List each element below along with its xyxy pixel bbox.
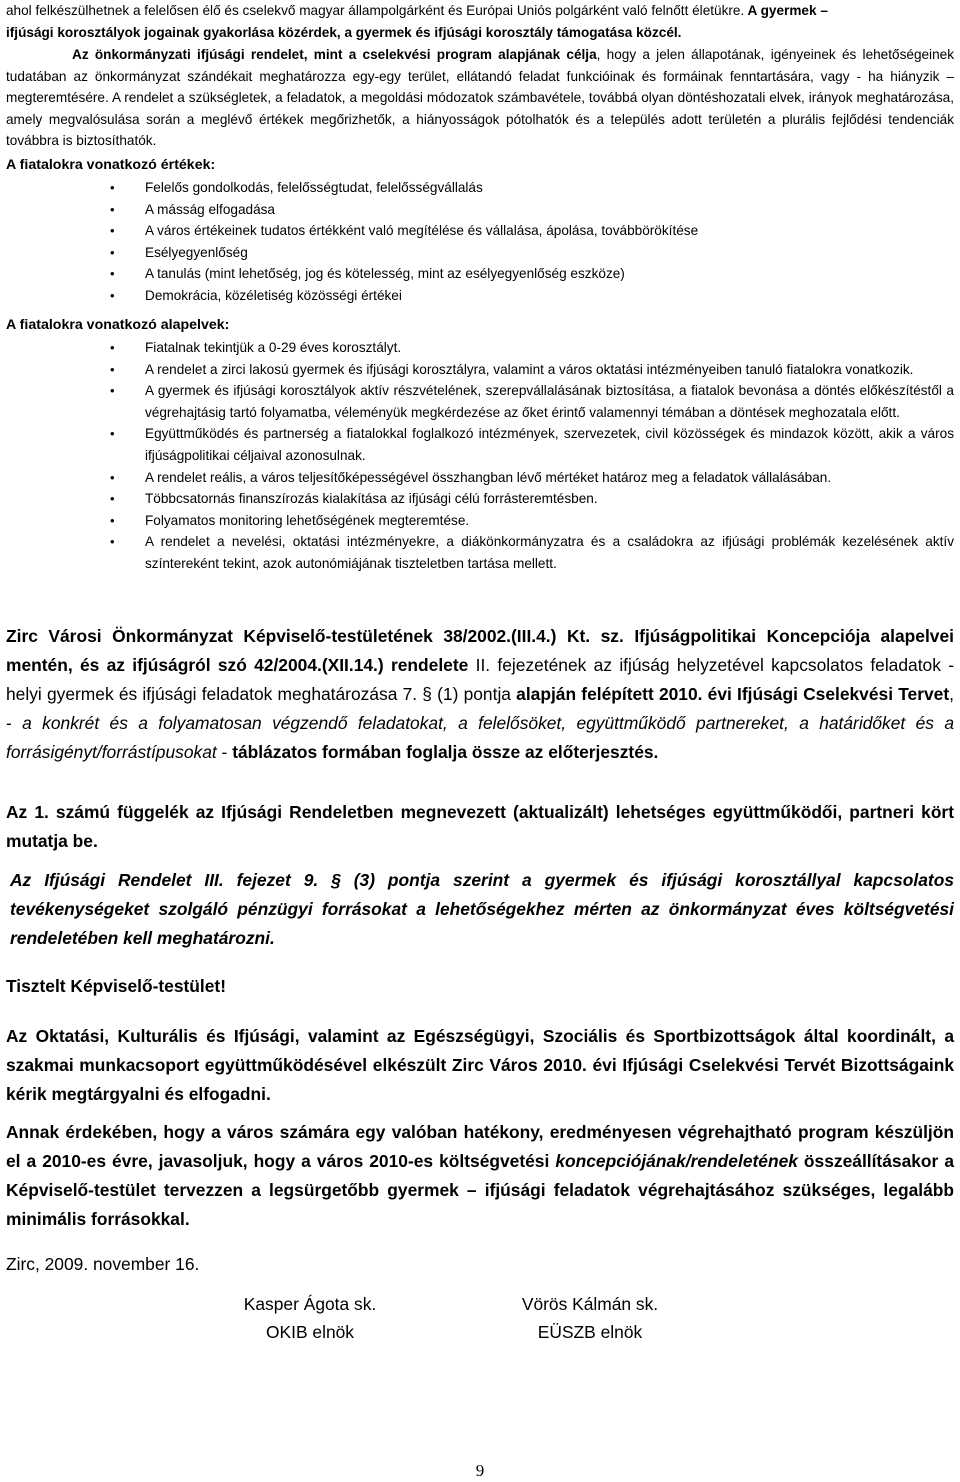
signer-role: OKIB elnök [266, 1322, 354, 1342]
action-plan-paragraph: Zirc Városi Önkormányzat Képviselő-testületének 38/2002.(III.4.) Kt. sz. Ifjúságpolitikai Koncepciója alapelvei mentén, és az ifjúságról szó 42/2004.(XII.14.) rendelete II. fejezetének az ifjúság helyzetével kapcsolatos feladatok - helyi gyermek és ifjúsági feladatok meghatározása 7. § (1) pontja alapján felépített 2010. évi Ifjúsági Cselekvési Tervet, - a konkrét és a folyamatosan végzendő feladatokat, a felelősöket, együttműködő partnereket, a határidőket és a forrásigényt/forrástípusokat - táblázatos formában foglalja össze az előterjesztés. [6, 626, 954, 762]
intro-bold-start: A gyermek – [744, 3, 828, 18]
list-item: • A rendelet a zirci lakosú gyermek és ifjúsági korosztályra, valamint a város oktatási intézményeiben tanuló fiatalokra vonatkozik. [0, 359, 960, 381]
principles-list [0, 337, 960, 575]
bullet-icon: • [110, 180, 115, 195]
values-list [0, 177, 960, 307]
list-item: • Fiatalnak tekintjük a 0-29 éves korosztályt. [0, 337, 960, 359]
signer-name: Kasper Ágota sk. [243, 1294, 377, 1314]
regulation-paragraph: Az Ifjúsági Rendelet III. fejezet 9. § (3) pontja szerint a gyermek és ifjúsági korosztállyal kapcsolatos tevékenységeket szolgáló pénzügyi forrásokat a lehetőségekhez mérten az önkormányzat éves költségvetési rendeletében kell meghatározni. [10, 870, 954, 948]
list-item: • Demokrácia, közéletiség közösségi értékei [0, 285, 960, 307]
bullet-icon: • [110, 340, 115, 355]
list-item: • Esélyegyenlőség [0, 242, 960, 264]
signer-name: Vörös Kálmán sk. [521, 1294, 659, 1314]
bullet-icon: • [110, 287, 115, 303]
signature-right [500, 1290, 680, 1346]
bullet-icon: • [110, 223, 115, 239]
list-item: • A tanulás (mint lehetőség, jog és kötelesség, mint az esélyegyenlőség eszköze) [0, 263, 960, 285]
signature-left [230, 1290, 390, 1346]
list-item: • A gyermek és ifjúsági korosztályok aktív részvételének, szerepvállalásának biztosítása, a fiatalok bevonása a döntés előkészítéstől a végrehajtásig tartó folyamatba, véleményük megkérdezése az őket érintő valamennyi témában a döntések meghozatala előtt. [0, 380, 960, 423]
bullet-icon: • [110, 361, 115, 377]
bullet-icon: • [110, 201, 115, 217]
values-heading: A fiatalokra vonatkozó értékek: [6, 157, 216, 173]
list-item: • A város értékeinek tudatos értékként való megítélése és vállalása, ápolása, továbbörökítése [0, 220, 960, 242]
principles-heading: A fiatalokra vonatkozó alapelvek: [6, 317, 230, 333]
bullet-icon: • [110, 266, 115, 282]
intro-bold-line: ifjúsági korosztályok jogainak gyakorlása közérdek, a gyermek és ifjúsági korosztály támogatása közcél. [6, 24, 682, 40]
intro-text: ahol felkészülhetnek a felelősen élő és cselekvő magyar állampolgárként és Európai Uniós polgárként való felnőtt életükre. [6, 3, 745, 18]
purpose-bold: Az önkormányzati ifjúsági rendelet, mint a cselekvési program alapjának célja [72, 47, 597, 62]
list-item: • A másság elfogadása [0, 199, 960, 221]
list-item: • Felelős gondolkodás, felelősségtudat, felelősségvállalás [0, 177, 960, 199]
bullet-icon: • [110, 244, 115, 260]
list-item: • Folyamatos monitoring lehetőségének megteremtése. [0, 510, 960, 532]
proposal-paragraph: Annak érdekében, hogy a város számára egy valóban hatékony, eredményesen végrehajtható program készüljön el a 2010-es évre, javasoljuk, hogy a város 2010-es költségvetési koncepciójának/rendeletének összeállításakor a Képviselő-testület tervezzen a legsürgetőbb gyermek – ifjúsági feladatok végrehajtásához szükséges, legalább minimális forrásokkal. [6, 1122, 954, 1229]
purpose-paragraph [6, 44, 954, 152]
bullet-icon: • [110, 383, 115, 399]
page-number: 9 [475, 1461, 485, 1480]
bullet-icon: • [110, 534, 115, 550]
list-item: • Együttműködés és partnerség a fiatalokkal foglalkozó intézmények, szervezetek, civil közösségek és mindazok között, akik a város ifjúságpolitikai céljaival azonosulnak. [0, 423, 960, 466]
bullet-icon: • [110, 426, 115, 442]
bullet-icon: • [110, 491, 115, 507]
appendix-paragraph: Az 1. számú függelék az Ifjúsági Rendeletben megnevezett (aktualizált) lehetséges együttműködői, partneri kört mutatja be. [6, 802, 954, 851]
date-line: Zirc, 2009. november 16. [6, 1254, 200, 1274]
signer-role: EÜSZB elnök [537, 1322, 643, 1342]
list-item: • A rendelet reális, a város teljesítőképességével összhangban lévő mértéket határoz meg a feladatok vállalásában. [0, 467, 960, 489]
list-item: • A rendelet a nevelési, oktatási intézményekre, a diákönkormányzatra és a családokra az ifjúsági problémák kezelésének aktív színtereként tekint, azok autonómiájának tiszteletben tartása mellett. [0, 531, 960, 574]
intro-paragraph [6, 0, 954, 43]
committee-paragraph: Az Oktatási, Kulturális és Ifjúsági, valamint az Egészségügyi, Szociális és Sportbizottságok által koordinált, a szakmai munkacsoport együttműködésével elkészült Zirc Város 2010. évi Ifjúsági Cselekvési Tervét Bizottságaink kérik megtárgyalni és elfogadni. [6, 1026, 954, 1104]
list-item: • Többcsatornás finanszírozás kialakítása az ifjúsági célú forrásteremtésben. [0, 488, 960, 510]
purpose-text: , hogy a jelen állapotának, igényeinek és lehetőségeinek tudatában az önkormányzat szándékait meghatározza egy-egy terület, ellátandó feladat funkcióinak és formáinak fenntartására, vagy - ha hiányzik – megteremtésére. A rendelet a szükségletek, a feladatok, a megoldási módozatok számbavétele, továbbá olyan döntéshozatali elvek, irányok meghatározása, amely megvalósulása során a meglévő értékek megőrizhetők, a hiányosságok pótolhatók és a település adott területén a plurális fejlődési tendenciák továbbra is biztosíthatók. [6, 47, 954, 149]
greeting: Tisztelt Képviselő-testület! [6, 976, 227, 996]
bullet-icon: • [110, 469, 115, 485]
bullet-icon: • [110, 512, 115, 528]
